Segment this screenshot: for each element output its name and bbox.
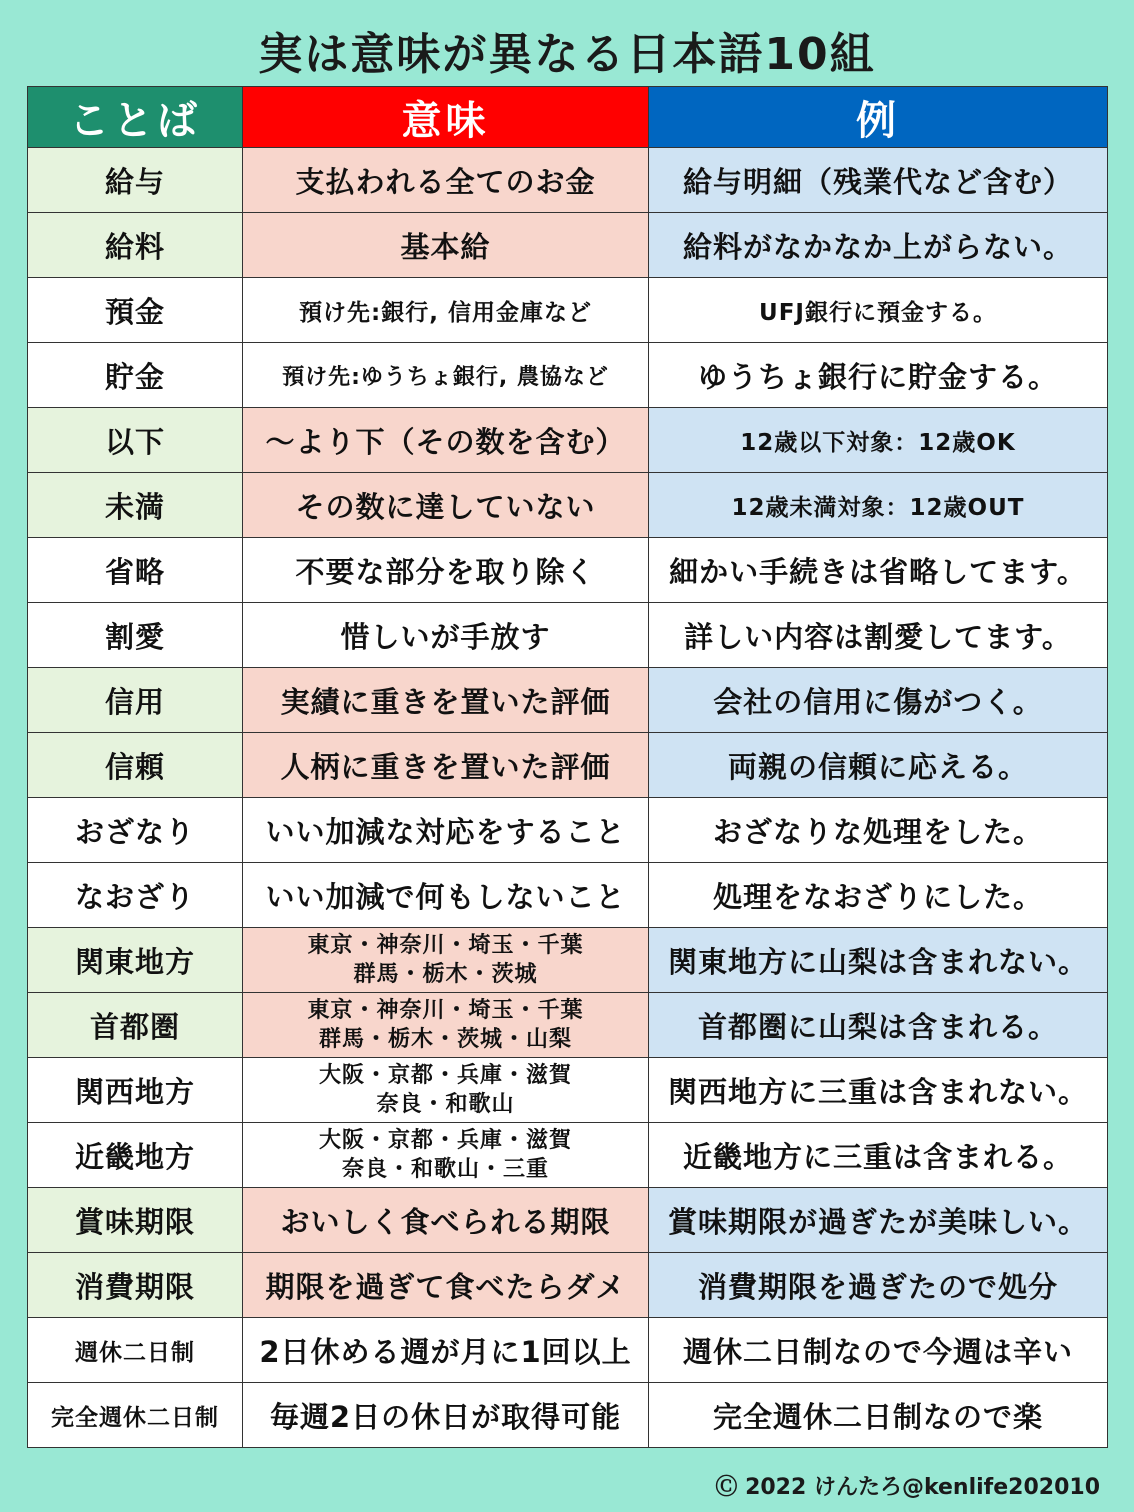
comparison-table <box>27 86 1108 1448</box>
example-cell: 完全週休二日制なので楽 <box>649 1383 1108 1448</box>
meaning-line: 大阪・京都・兵庫・滋賀 <box>318 1128 572 1153</box>
meaning-cell: 預け先:銀行, 信用金庫など <box>243 278 649 343</box>
word-cell: 関東地方 <box>28 928 243 993</box>
meaning-cell: 支払われる全てのお金 <box>243 148 649 213</box>
meaning-cell: おいしく食べられる期限 <box>243 1188 649 1253</box>
word-cell: 預金 <box>28 278 243 343</box>
meaning-cell: 期限を過ぎて食べたらダメ <box>243 1253 649 1318</box>
table-row <box>28 1058 1108 1123</box>
meaning-cell: その数に達していない <box>243 473 649 538</box>
example-cell: 給与明細（残業代など含む） <box>649 148 1108 213</box>
word-cell: 省略 <box>28 538 243 603</box>
word-cell: 給料 <box>28 213 243 278</box>
meaning-line: 大阪・京都・兵庫・滋賀 <box>318 1063 572 1088</box>
table-row <box>28 148 1108 213</box>
example-cell: UFJ銀行に預金する。 <box>649 278 1108 343</box>
example-cell: 会社の信用に傷がつく。 <box>649 668 1108 733</box>
word-cell: 週休二日制 <box>28 1318 243 1383</box>
example-cell: 賞味期限が過ぎたが美味しい。 <box>649 1188 1108 1253</box>
word-cell: 以下 <box>28 408 243 473</box>
example-cell: 近畿地方に三重は含まれる。 <box>649 1123 1108 1188</box>
table-row <box>28 1383 1108 1448</box>
word-cell: 関西地方 <box>28 1058 243 1123</box>
word-cell: 未満 <box>28 473 243 538</box>
meaning-cell: 毎週2日の休日が取得可能 <box>243 1383 649 1448</box>
table-row <box>28 603 1108 668</box>
meaning-cell: 不要な部分を取り除く <box>243 538 649 603</box>
word-cell: 信頼 <box>28 733 243 798</box>
table-header-row <box>28 87 1108 148</box>
meaning-cell: いい加減な対応をすること <box>243 798 649 863</box>
meaning-cell <box>243 1123 649 1188</box>
example-cell: 給料がなかなか上がらない。 <box>649 213 1108 278</box>
meaning-line: 奈良・和歌山・三重 <box>341 1157 549 1182</box>
word-cell: 割愛 <box>28 603 243 668</box>
word-cell: 首都圏 <box>28 993 243 1058</box>
example-cell: 12歳以下対象：12歳OK <box>649 408 1108 473</box>
header-word: ことば <box>28 87 243 148</box>
word-cell: なおざり <box>28 863 243 928</box>
table-row <box>28 1253 1108 1318</box>
meaning-cell: 実績に重きを置いた評価 <box>243 668 649 733</box>
meaning-cell: いい加減で何もしないこと <box>243 863 649 928</box>
meaning-line: 東京・神奈川・埼玉・千葉 <box>307 933 584 958</box>
example-cell: 消費期限を過ぎたので処分 <box>649 1253 1108 1318</box>
table-row <box>28 1123 1108 1188</box>
meaning-cell: 基本給 <box>243 213 649 278</box>
example-cell: 詳しい内容は割愛してます。 <box>649 603 1108 668</box>
word-cell: 信用 <box>28 668 243 733</box>
word-cell: 給与 <box>28 148 243 213</box>
header-example: 例 <box>649 87 1108 148</box>
header-meaning: 意味 <box>243 87 649 148</box>
page-title: 実は意味が異なる日本語10組 <box>258 29 876 80</box>
meaning-line: 群馬・栃木・茨城・山梨 <box>318 1027 572 1052</box>
table-row <box>28 343 1108 408</box>
example-cell: 首都圏に山梨は含まれる。 <box>649 993 1108 1058</box>
example-cell: 細かい手続きは省略してます。 <box>649 538 1108 603</box>
word-cell: 貯金 <box>28 343 243 408</box>
table-row <box>28 928 1108 993</box>
table-row <box>28 863 1108 928</box>
table-row <box>28 408 1108 473</box>
meaning-cell <box>243 1058 649 1123</box>
table-row <box>28 1188 1108 1253</box>
word-cell: 賞味期限 <box>28 1188 243 1253</box>
example-cell: おざなりな処理をした。 <box>649 798 1108 863</box>
meaning-cell: 〜より下（その数を含む） <box>243 408 649 473</box>
copyright-notice: Ⓒ 2022 けんたろ@kenlife202010 <box>715 1475 1100 1500</box>
word-cell: 完全週休二日制 <box>28 1383 243 1448</box>
meaning-line: 奈良・和歌山 <box>376 1092 515 1117</box>
meaning-cell: 人柄に重きを置いた評価 <box>243 733 649 798</box>
example-cell: 両親の信頼に応える。 <box>649 733 1108 798</box>
example-cell: 処理をなおざりにした。 <box>649 863 1108 928</box>
meaning-cell: 2日休める週が月に1回以上 <box>243 1318 649 1383</box>
example-cell: ゆうちょ銀行に貯金する。 <box>649 343 1108 408</box>
example-cell: 12歳未満対象：12歳OUT <box>649 473 1108 538</box>
word-cell: 消費期限 <box>28 1253 243 1318</box>
word-cell: 近畿地方 <box>28 1123 243 1188</box>
table-row <box>28 993 1108 1058</box>
example-cell: 週休二日制なので今週は辛い <box>649 1318 1108 1383</box>
table-row <box>28 213 1108 278</box>
table-row <box>28 473 1108 538</box>
word-cell: おざなり <box>28 798 243 863</box>
table-row <box>28 1318 1108 1383</box>
meaning-cell: 惜しいが手放す <box>243 603 649 668</box>
meaning-line: 群馬・栃木・茨城 <box>353 962 538 987</box>
example-cell: 関西地方に三重は含まれない。 <box>649 1058 1108 1123</box>
meaning-cell <box>243 993 649 1058</box>
table-row <box>28 278 1108 343</box>
meaning-line: 東京・神奈川・埼玉・千葉 <box>307 998 584 1023</box>
table-row <box>28 733 1108 798</box>
table-row <box>28 538 1108 603</box>
meaning-cell: 預け先:ゆうちょ銀行, 農協など <box>243 343 649 408</box>
table-row <box>28 668 1108 733</box>
example-cell: 関東地方に山梨は含まれない。 <box>649 928 1108 993</box>
table-row <box>28 798 1108 863</box>
meaning-cell <box>243 928 649 993</box>
